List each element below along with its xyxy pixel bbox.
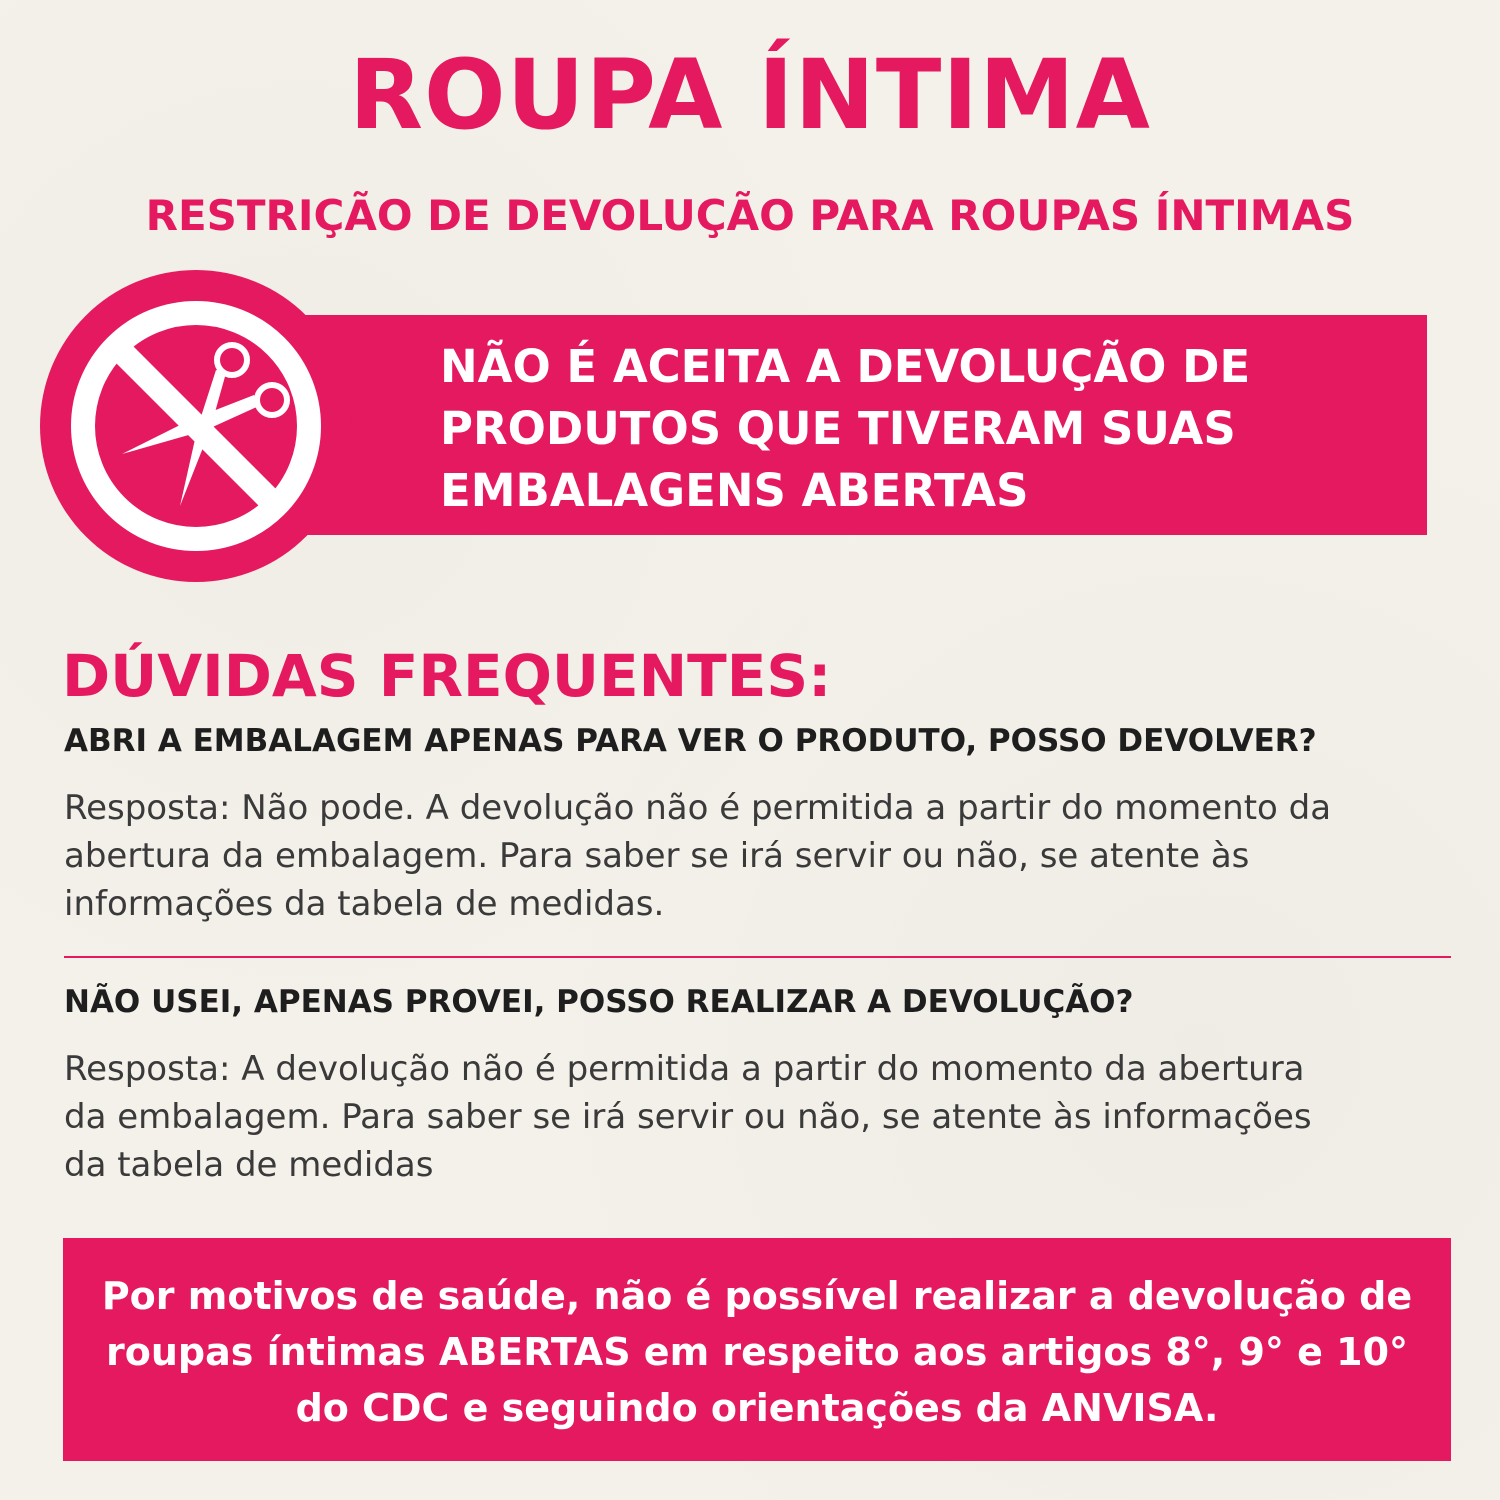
answer-line: informações da tabela de medidas. (64, 884, 665, 924)
notice-line: do CDC e seguindo orientações da ANVISA. (295, 1386, 1219, 1430)
faq-question-1: ABRI A EMBALAGEM APENAS PARA VER O PRODUTO, POSSO DEVOLVER? (64, 723, 1317, 759)
faq-answer-2 (64, 1045, 1454, 1189)
restriction-banner-text (440, 336, 1400, 522)
faq-answer-1 (64, 784, 1454, 928)
answer-line: abertura da embalagem. Para saber se irá servir ou não, se atente às (64, 836, 1250, 876)
notice-line: Por motivos de saúde, não é possível realizar a devolução de (101, 1274, 1413, 1318)
faq-question-2: NÃO USEI, APENAS PROVEI, POSSO REALIZAR A DEVOLUÇÃO? (64, 984, 1134, 1020)
page-title: ROUPA ÍNTIMA (349, 39, 1151, 151)
page-subtitle: RESTRIÇÃO DE DEVOLUÇÃO PARA ROUPAS ÍNTIMAS (145, 191, 1355, 240)
faq-heading: DÚVIDAS FREQUENTES: (62, 642, 832, 710)
health-notice-text (63, 1268, 1451, 1436)
faq-divider (64, 956, 1451, 958)
banner-line: PRODUTOS QUE TIVERAM SUAS (440, 402, 1236, 455)
answer-line: da tabela de medidas (64, 1145, 434, 1185)
answer-line: da embalagem. Para saber se irá servir ou não, se atente às informações (64, 1097, 1312, 1137)
answer-line: Resposta: A devolução não é permitida a partir do momento da abertura (64, 1049, 1305, 1089)
notice-line: roupas íntimas ABERTAS em respeito aos artigos 8°, 9° e 10° (105, 1330, 1409, 1374)
banner-line: NÃO É ACEITA A DEVOLUÇÃO DE (440, 340, 1251, 393)
answer-line: Resposta: Não pode. A devolução não é permitida a partir do momento da (64, 788, 1332, 828)
banner-line: EMBALAGENS ABERTAS (440, 464, 1029, 517)
no-scissors-icon (40, 270, 352, 582)
